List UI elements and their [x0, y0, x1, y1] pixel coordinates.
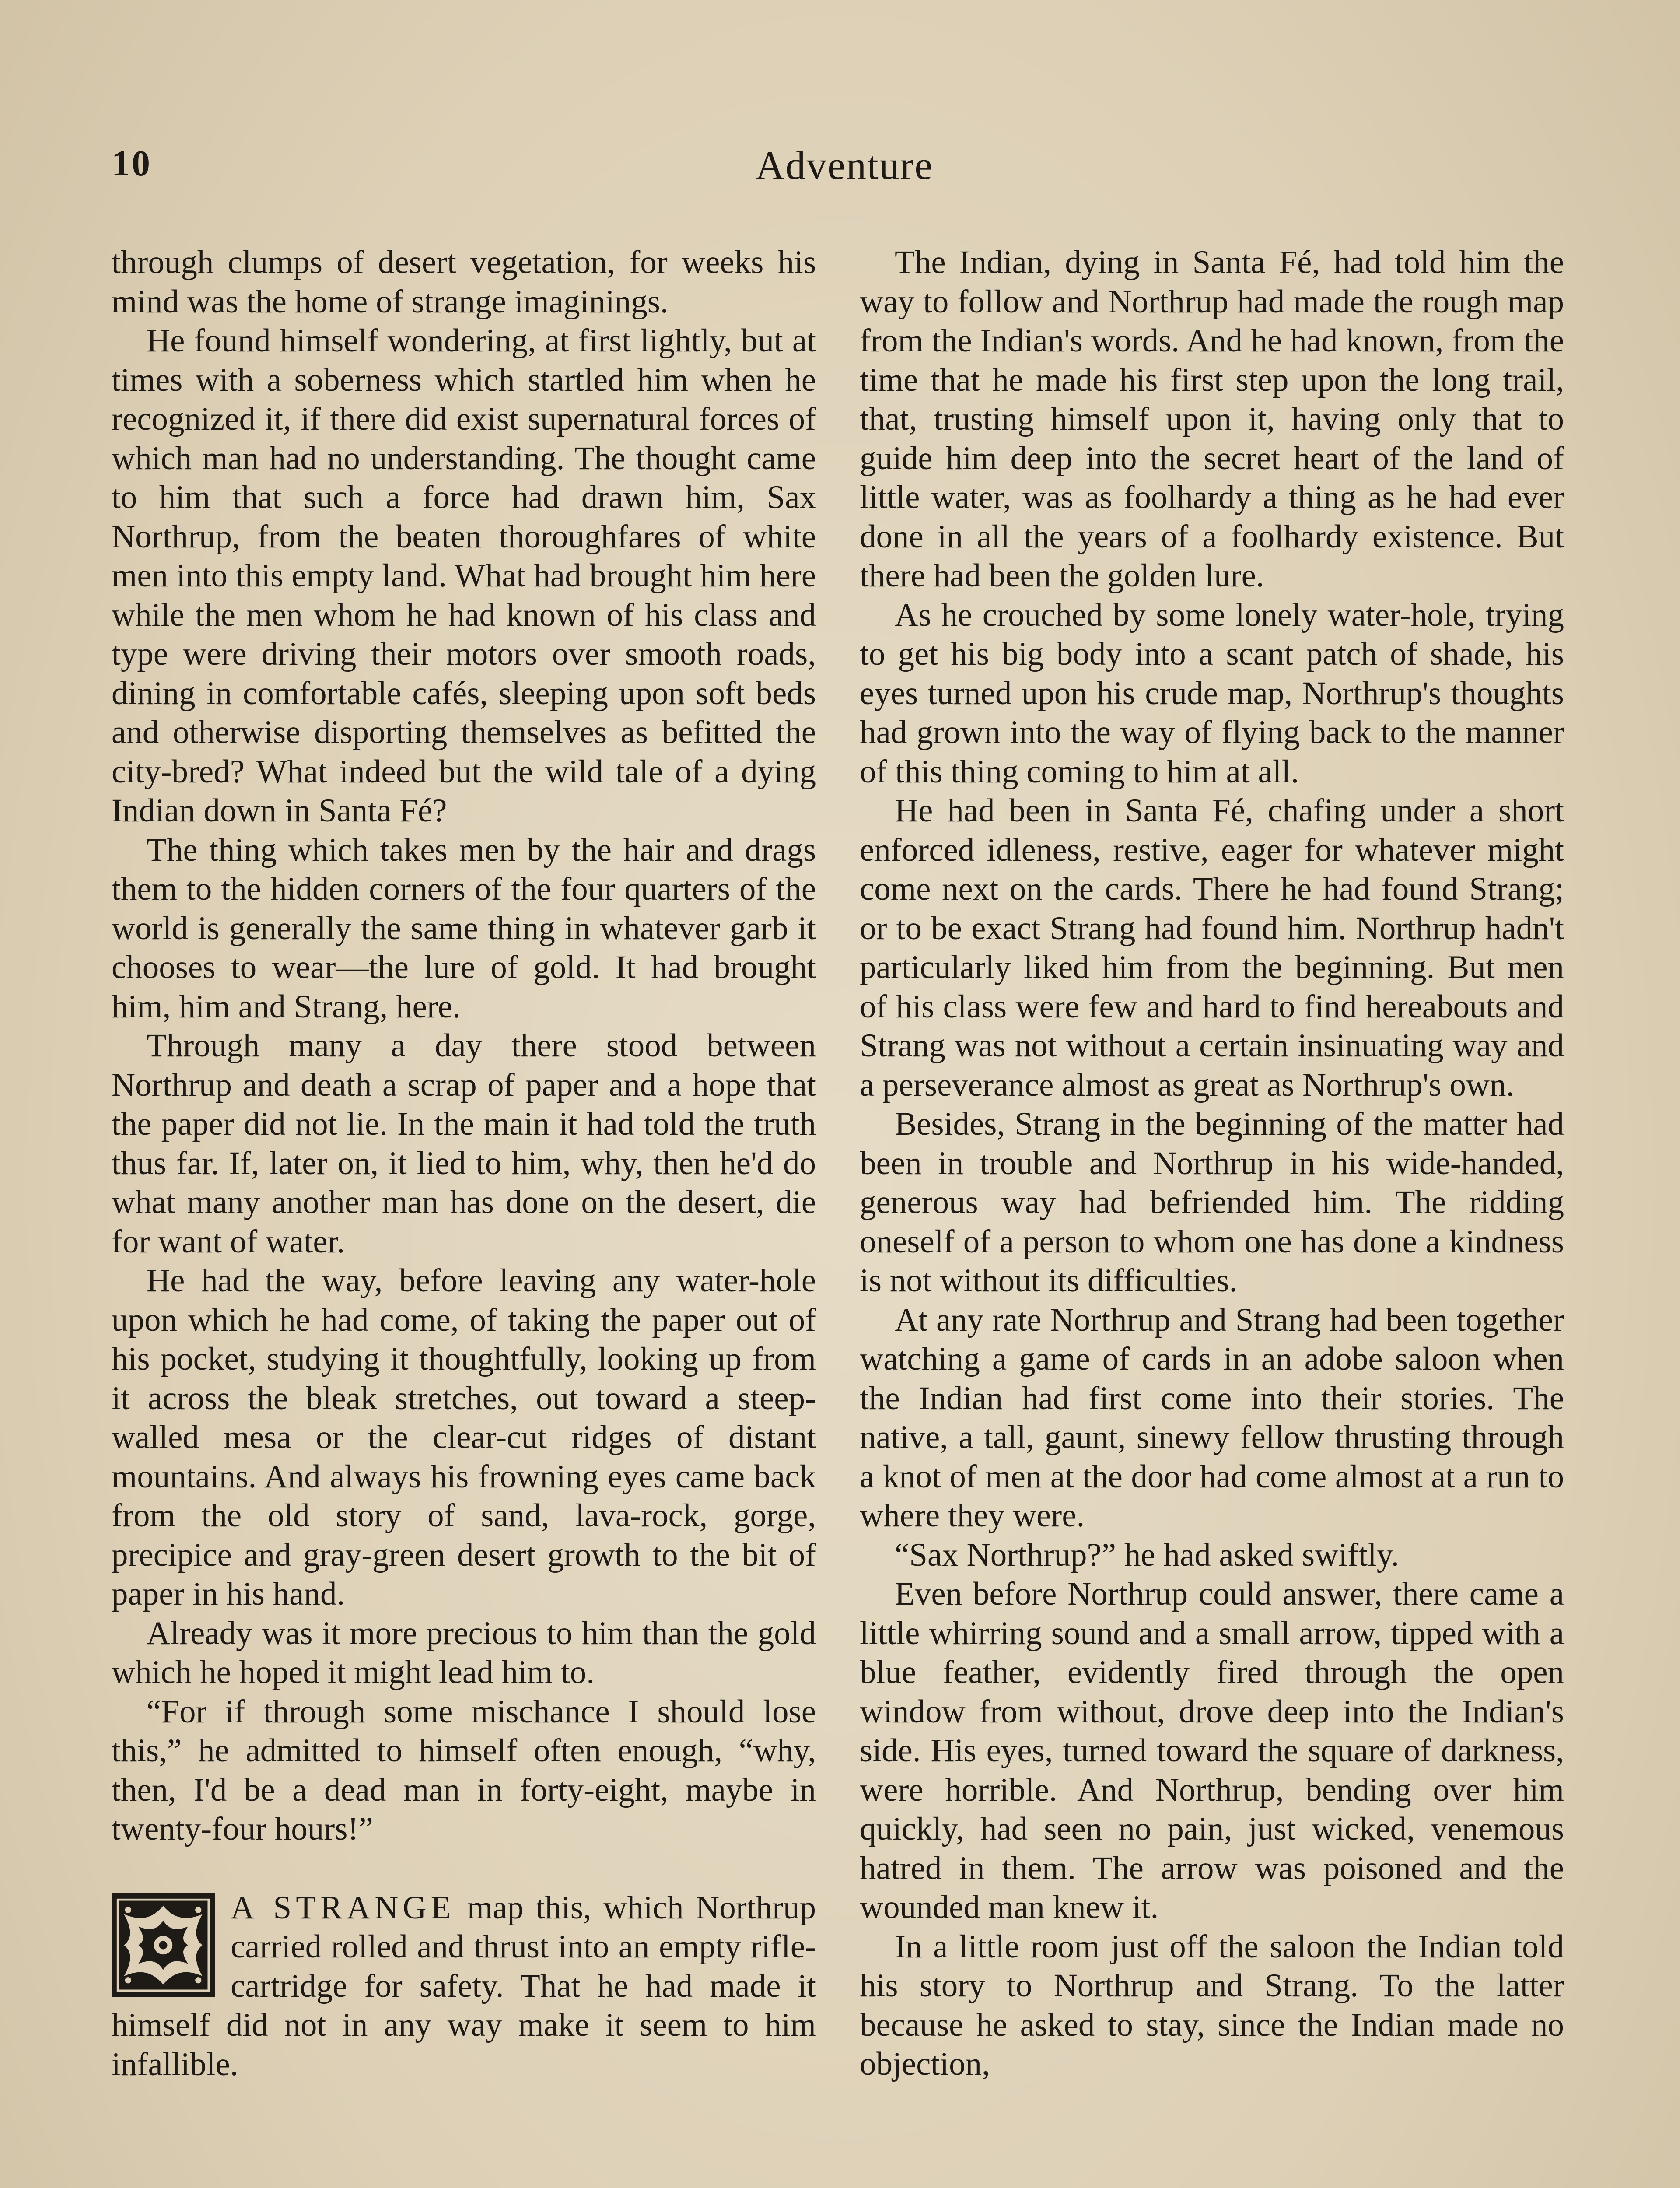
section-caps: A STRANGE — [231, 1889, 455, 1926]
page-header — [112, 142, 1577, 195]
paragraph: Through many a day there stood between Northrup and death a scrap of paper and a hope that the paper did not lie. In the main it had told the truth thus far. If, later on, it lied to him, why, then he'd do what many another man has done on the desert, die for want of water. — [112, 1027, 816, 1260]
section-paragraph — [112, 1888, 816, 2084]
paragraph: He had the way, before leaving any water-hole upon which he had come, of taking the paper out of his pocket, studying it thoughtfully, looking up from it across the bleak stretches, out toward a steep-walled mesa or the clear-cut ridges of distant mountains. And always his frowning eyes came back from the old story of sand, lava-rock, gorge, precipice and gray-green desert growth to the bit of paper in his hand. — [112, 1262, 816, 1612]
page-number: 10 — [112, 143, 152, 184]
paragraph: At any rate Northrup and Strang had been together watching a game of cards in an adobe saloon when the Indian had first come into their stories. The native, a tall, gaunt, sinewy fellow thrusting through a knot of men at the door had come almost at a run to where they were. — [860, 1301, 1564, 1534]
section-text: map this, which Northrup carried rolled and thrust into an empty rifle-cartridge for safety. That he had made it himself did not in any way make it seem to him infallible. — [112, 1889, 816, 2083]
running-head: Adventure — [755, 143, 934, 188]
paragraph: through clumps of desert vegetation, for weeks his mind was the home of strange imaginings. — [112, 244, 816, 320]
section-start — [112, 1888, 816, 2084]
paragraph: Even before Northrup could answer, there came a little whirring sound and a small arrow, tipped with a blue feather, evidently fired through the open window from without, drove deep into the Indian's side. His eyes, turned toward the square of darkness, were horrible. And Northrup, bending over him quickly, had seen no pain, just wicked, venemous hatred in them. The arrow was poisoned and the wounded man knew it. — [860, 1576, 1564, 1925]
right-column — [860, 243, 1564, 2084]
paragraph: He had been in Santa Fé, chafing under a short enforced idleness, restive, eager for whatever might come next on the cards. There he had found Strang; or to be exact Strang had found him. Northrup hadn't particularly liked him from the beginning. But men of his class were few and hard to find hereabouts and Strang was not without a certain insinuating way and a perseverance almost as great as Northrup's own. — [860, 792, 1564, 1103]
paragraph: The Indian, dying in Santa Fé, had told him the way to follow and Northrup had made the rough map from the Indian's words. And he had known, from the time that he made his first step upon the long trail, that, trusting himself upon it, having only that to guide him deep into the secret heart of the land of little water, was as foolhardy a thing as he had ever done in all the years of a foolhardy existence. But there had been the golden lure. — [860, 244, 1564, 594]
paragraph: “Sax Northrup?” he had asked swiftly. — [895, 1536, 1400, 1573]
decorative-initial-ornament-icon — [112, 1893, 215, 1997]
paragraph: The thing which takes men by the hair and drags them to the hidden corners of the four quarters of the world is generally the same thing in whatever garb it chooses to wear—the lure of gold. It had brought him, him and Strang, here. — [112, 831, 816, 1025]
paragraph: Already was it more precious to him than the gold which he hoped it might lead him to. — [112, 1615, 816, 1690]
left-column — [112, 243, 816, 2084]
paragraph: As he crouched by some lonely water-hole, trying to get his big body into a scant patch of shade, his eyes turned upon his crude map, Northrup's thoughts had grown into the way of flying back to the manner of this thing coming to him at all. — [860, 596, 1564, 790]
paragraph: He found himself wondering, at first lightly, but at times with a soberness which startled him when he recognized it, if there did exist supernatural forces of which man had no understanding. The thought came to him that such a force had drawn him, Sax Northrup, from the beaten thoroughfares of white men into this empty land. What had brought him here while the men whom he had known of his class and type were driving their motors over smooth roads, dining in comfortable cafés, sleeping upon soft beds and otherwise disporting themselves as befitted the city-bred? What indeed but the wild tale of a dying Indian down in Santa Fé? — [112, 323, 816, 829]
paragraph: “For if through some mischance I should lose this,” he admitted to himself often enough, “why, then, I'd be a dead man in forty-eight, maybe in twenty-four hours!” — [112, 1693, 816, 1847]
paragraph: In a little room just off the saloon the Indian told his story to Northrup and Strang. To the latter because he asked to stay, since the Indian made no objection, — [860, 1928, 1564, 2082]
paragraph: Besides, Strang in the beginning of the matter had been in trouble and Northrup in his wide-handed, generous way had befriended him. The ridding oneself of a person to whom one has done a kindness is not without its difficulties. — [860, 1106, 1564, 1299]
